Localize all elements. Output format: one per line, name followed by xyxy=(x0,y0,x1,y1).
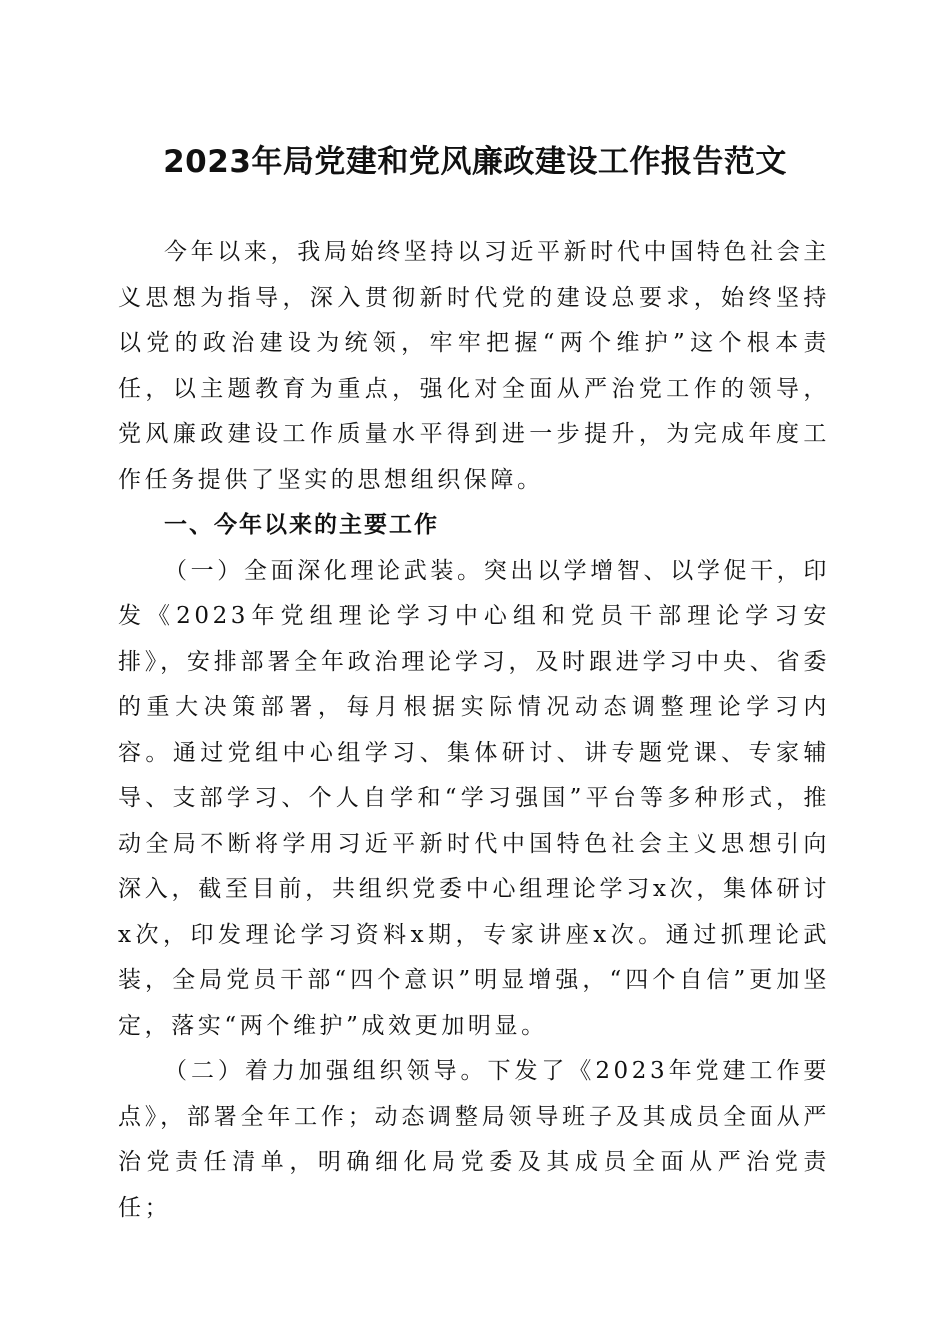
subsection-body-2: 下发了《2023年党建工作要点》，部署全年工作；动态调整局领导班子及其成员全面从严治党责任清单，明确细化局党委及其成员全面从严治党责任； xyxy=(118,1058,831,1221)
subsection-paragraph-1 xyxy=(118,549,830,1050)
intro-paragraph: 今年以来，我局始终坚持以习近平新时代中国特色社会主义思想为指导，深入贯彻新时代党的建设总要求，始终坚持以党的政治建设为统领，牢牢把握“两个维护”这个根本责任，以主题教育为重点，强化对全面从严治党工作的领导，党风廉政建设工作质量水平得到进一步提升，为完成年度工作任务提供了坚实的思想组织保障。 xyxy=(118,239,830,493)
document-title: 2023年局党建和党风廉政建设工作报告范文 xyxy=(163,144,787,180)
subsection-paragraph-2 xyxy=(118,1049,830,1231)
subsection-body-1: 突出以学增智、以学促干，印发《2023年党组理论学习中心组和党员干部理论学习安排》，安排部署全年政治理论学习，及时跟进学习中央、省委的重大决策部署，每月根据实际情况动态调整理论学习内容。通过党组中心组学习、集体研讨、讲专题党课、专家辅导、支部学习、个人自学和“学习强国”平台等多种形式，推动全局不断将学用习近平新时代中国特色社会主义思想引向深入，截至目前，共组织党委中心组理论学习x次，集体研讨x次，印发理论学习资料x期，专家讲座x次。通过抓理论武装，全局党员干部“四个意识”明显增强，“四个自信”更加坚定，落实“两个维护”成效更加明显。 xyxy=(118,557,830,1039)
subsection-lead-1: （一）全面深化理论武装。 xyxy=(164,557,484,584)
document-body xyxy=(118,230,830,1231)
subsection-lead-2: （二）着力加强组织领导。 xyxy=(164,1058,488,1084)
section-heading-1: 一、今年以来的主要工作 xyxy=(164,512,439,538)
